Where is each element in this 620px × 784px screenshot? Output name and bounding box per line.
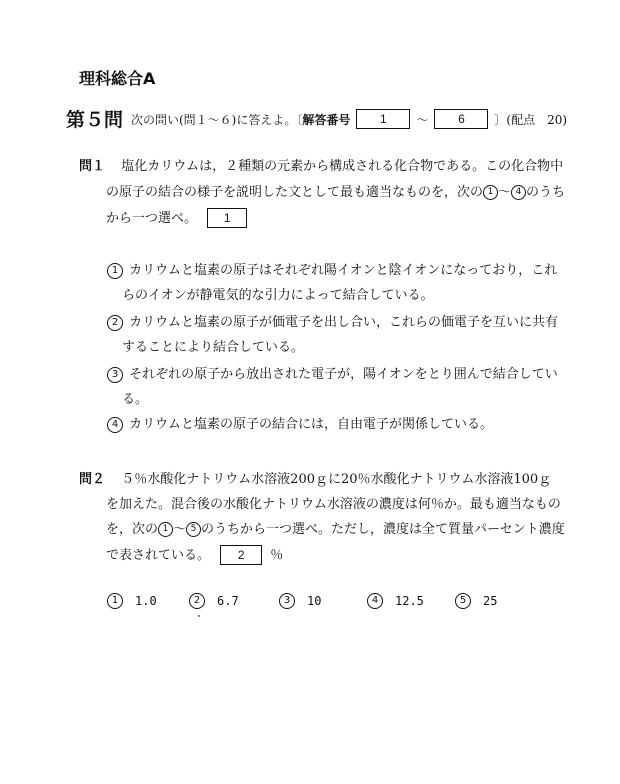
q2-option-2[interactable] — [189, 593, 239, 609]
option-value: 1.0 — [135, 594, 157, 608]
q1-label: 問１ — [79, 159, 106, 174]
question-title: 第５問 — [66, 109, 124, 131]
option-marker: 1 — [107, 263, 123, 279]
option-marker: 2 — [189, 593, 205, 609]
q1-option-3-cont — [122, 390, 148, 410]
option-marker: 2 — [107, 315, 123, 331]
q1-option-1-cont — [122, 286, 434, 306]
q1-line3 — [106, 208, 247, 229]
q1-line2 — [106, 183, 565, 203]
q2-label: 問２ — [79, 472, 106, 487]
q2-line4 — [106, 545, 283, 566]
q1-text-3: から一つ選べ。 — [106, 211, 198, 226]
q2-unit: ％ — [270, 548, 284, 563]
q2-text-4: で表されている。 — [106, 548, 211, 563]
option-text: らのイオンが静電気的な引力によって結合している。 — [122, 288, 434, 303]
option-text: カリウムと塩素の原子はそれぞれ陽イオンと陰イオンになっており，これ — [129, 263, 558, 278]
instr-tilde: ～ — [416, 112, 429, 127]
q2-range-start-marker: 1 — [158, 522, 173, 537]
instr-answer-label: 解答番号 — [302, 112, 351, 127]
q1-option-2-cont — [122, 338, 304, 358]
q1-text-1: 塩化カリウムは，２種類の元素から構成される化合物である。この化合物中 — [121, 159, 564, 174]
q1-range-tilde: ～ — [498, 185, 512, 200]
option-marker: 3 — [107, 367, 123, 383]
q2-option-1[interactable] — [107, 593, 157, 609]
subject-title: 理科総合A — [79, 69, 156, 88]
q2-text-2: を加えた。混合後の水酸化ナトリウム水溶液の濃度は何％か。最も適当なもの — [106, 497, 561, 512]
q2-range-tilde: ～ — [173, 522, 187, 537]
q2-text-3: を，次の — [106, 522, 159, 537]
q2-range-end-marker: 5 — [186, 522, 201, 537]
option-text: カリウムと塩素の原子の結合には，自由電子が関係している。 — [129, 417, 494, 432]
q2-text-3-post: のうちから一つ選べ。ただし，濃度は全て質量パーセント濃度 — [201, 522, 565, 537]
q2-answer-box[interactable]: 2 — [220, 545, 262, 565]
q1-option-4[interactable] — [107, 415, 493, 435]
q2-option-5[interactable] — [455, 593, 497, 609]
q1-text-2-post: のうち — [526, 185, 566, 200]
instr-post: 〕(配点 20) — [494, 112, 568, 127]
q1-answer-box[interactable]: 1 — [207, 208, 247, 228]
q2-text-1: ５％水酸化ナトリウム水溶液200ｇに20％水酸化ナトリウム水溶液100ｇ — [121, 472, 552, 487]
option-value: 10 — [307, 594, 322, 608]
q2-line1 — [79, 470, 551, 490]
option-text: る。 — [122, 392, 149, 407]
option-marker: 4 — [367, 593, 383, 609]
option-marker: 4 — [107, 417, 123, 433]
q2-line3 — [106, 520, 565, 540]
q1-text-2: の原子の結合の様子を説明した文として最も適当なものを，次の — [106, 185, 484, 200]
q1-range-start-marker: 1 — [483, 185, 498, 200]
q1-option-2[interactable] — [107, 313, 558, 333]
q2-option-4[interactable] — [367, 593, 424, 609]
scan-speck — [198, 615, 200, 617]
q1-option-1[interactable] — [107, 261, 557, 281]
q1-range-end-marker: 4 — [511, 185, 526, 200]
option-marker: 1 — [107, 593, 123, 609]
option-marker: 3 — [279, 593, 295, 609]
option-value: 6.7 — [217, 594, 239, 608]
option-text: それぞれの原子から放出された電子が，陽イオンをとり囲んで結合してい — [129, 367, 558, 382]
option-value: 12.5 — [395, 594, 424, 608]
q1-option-3[interactable] — [107, 365, 558, 385]
option-value: 25 — [483, 594, 498, 608]
answer-box-last: 6 — [434, 109, 488, 129]
q1-line1 — [79, 157, 563, 177]
instr-pre: 次の問い(問１～６)に答えよ。〔 — [131, 112, 303, 127]
question-instructions — [131, 109, 567, 129]
option-text: カリウムと塩素の原子が価電子を出し合い，これらの価電子を互いに共有 — [129, 315, 559, 330]
answer-box-first: 1 — [356, 109, 410, 129]
q2-option-3[interactable] — [279, 593, 321, 609]
option-marker: 5 — [455, 593, 471, 609]
q2-line2 — [106, 495, 561, 515]
option-text: することにより結合している。 — [122, 340, 305, 355]
